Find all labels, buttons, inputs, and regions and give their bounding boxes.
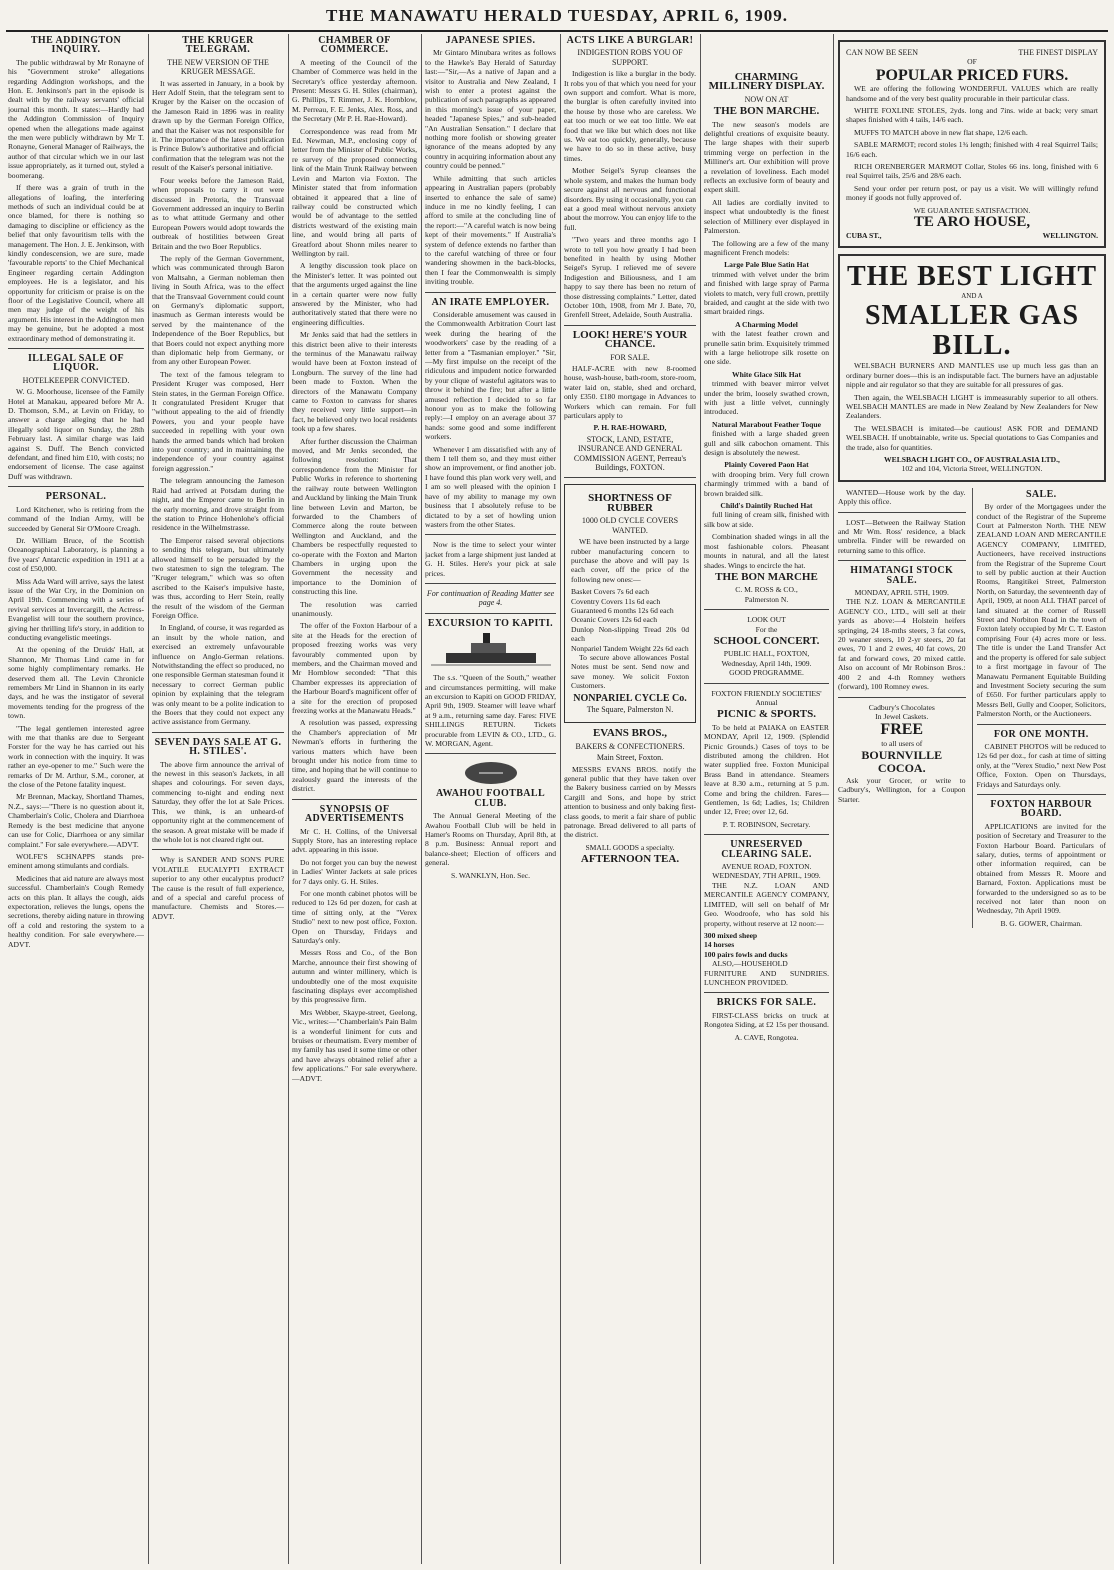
headline: SEVEN DAYS SALE AT G. H. STILES'. [154,736,282,758]
company-name: NONPARIEL CYCLE Co. [573,692,687,704]
stock-item: 100 pairs fowls and ducks [704,949,788,959]
model-title: Plainly Covered Paon Hat [724,460,809,470]
separator [425,753,556,754]
article-paragraph: The offer of the Foxton Harbour of a site at the Heads for the erection of proposed freezing works was very favourably commented upon by members, and the Chairman moved and Mr Hornblow seconded: "That this Chamber expresses its appreciation of the Harbour Board's magnificent offer of a site for the erection of proposed freezing works at the Manawatu Heads." [292,621,417,716]
model-description: full lining of cream silk, finished with silk bow at side. [704,510,829,529]
article-paragraph: Do not forget you can buy the newest in Ladies' Winter Jackets at sale prices for 7 days only. G. H. Stiles. [292,857,417,886]
column-divider [560,34,561,1564]
advertisement-text: APPLICATIONS are invited for the position of Secretary and Treasurer to the Foxton Harbour Board. Particulars of salary, duties, terms of appointment or other information required, can be obtained from Messrs R. Moore and Barnard, Foxton. Applications must be forwarded to the undersigned so as to be received not later than noon on Wednesday, 7th April 1909. [976,821,1106,916]
article-paragraph: Now is the time to select your winter jacket from a large shipment just landed at G. H. Stiles. Here's your pick at sale prices. [425,540,556,578]
ad-line: to all users of [881,738,923,748]
article-paragraph: The telegram announcing the Jameson Raid had arrived at Potsdam during the night, and the Emperor came to Berlin in the early morning, and drove straight from the station to Prince Hohenlohe's official residence in the Wilhelmstrasse. [152,476,284,533]
headline: SCHOOL CONCERT. [713,634,820,647]
event-date: Wednesday, April 14th, 1909. [721,658,812,668]
guarantee: WE GUARANTEE SATISFACTION. [913,205,1031,215]
price-item: Oceanic Covers 12s 6d each [571,615,658,625]
event-note: GOOD PROGRAMME. [729,668,804,678]
advertisement-text: The Annual General Meeting of the Awahou Football Club will be held in Hamer's Rooms on Thursday, April 8th, at 8 p.m. Business: Annual report and balance-sheet; Election of officers and general. [425,811,556,868]
furs-ad [838,40,1106,248]
signature: A. CAVE, Rongotea. [734,1032,799,1042]
column-divider [421,34,422,1564]
ad-headline: THE BEST LIGHT [846,260,1098,292]
headline: BRICKS FOR SALE. [716,997,817,1009]
article-paragraph: The public withdrawal by Mr Ronayne of his "Government stroke" allegations regarding Addington workshops, and the Hon. E. Jenkinson's part in the episode is dealt with by the railway servants' official journal this month. It states:—Hardly had the Addington Commission of Inquiry opened when the allegations made against the men were publicly withdrawn by Mr T. Ronayne, General Manager of Railways, the author of that circular which we in our last issue appropriately, as it turned out, styled a boomerang. [8,57,144,180]
separator [152,732,284,733]
separator [704,609,829,610]
separator [564,477,696,478]
article-paragraph: Mrs Webber, Skaype-street, Geelong, Vic., writes:—"Chamberlain's Pain Balm is a wonderful liniment for cuts and bruises or rheumatism. Every member of my family has used it some time or other and have always obtained relief after a few applications." For sale everywhere.—ADVT. [292,1007,417,1083]
advertisement-text: LOST—Between the Railway Station and Mr Wm. Ross' residence, a black umbrella. Finder will be rewarded on returning same to this office. [838,517,966,555]
column-4 [425,34,556,1564]
classifieds-right [972,488,1106,928]
headline: FOR ONE MONTH. [993,728,1089,740]
sale-date: WEDNESDAY, 7TH APRIL, 1909. [712,871,821,881]
column-2 [152,34,284,1564]
concert-lead: LOOK OUT [747,615,786,625]
advertisement-text: WANTED—House work by the day. Apply this office. [838,487,966,507]
article-paragraph: The text of the famous telegram to President Kruger was composed, Herr Stein states, in the German Foreign Office. It congratulated President Kruger that "without appealing to the aid of friendly Powers, you and your people have succeeded in repelling with your own hands the armed bands which had broken into your country; and in maintaining the independence of your country against foreign aggression." [152,369,284,473]
venue: PUBLIC HALL, FOXTON, [723,649,810,659]
advertisement-text: The new season's models are delightful creations of exquisite beauty. The large shapes with their superb trimming verge on perfection in the Milliner's art. Our exhibition will prove a revelation of loveliness. Each model reflects an exclusive form of beauty and expert skill. [704,119,829,195]
signature: B. G. GOWER, Chairman. [1000,918,1083,928]
article-paragraph: A lengthy discussion took place on the Minister's letter. It was pointed out that the arguments urged against the line in a certain quarter were now fully answered by the Minister, who had authoritatively stated that there were no engineering difficulties. [292,261,417,327]
price-item: Dunlop Non-slipping Tread 20s 0d each [571,624,689,644]
annual-label: Annual [755,697,778,707]
column-3 [292,34,417,1564]
separator [704,834,829,835]
town: Palmerston N. [744,594,789,604]
sale-date: MONDAY, APRIL 5TH, 1909. [854,588,949,598]
subheadline: NOW ON AT [744,94,789,104]
ad-connector: AND A [961,291,983,300]
headline: THE KRUGER TELEGRAM. [182,35,254,56]
column-6 [704,34,829,1564]
headline: UNRESERVED CLEARING SALE. [721,839,812,860]
separator [8,486,144,487]
article-paragraph: Mr Jenks said that had the settlers in this district been alive to their interests the terminus of the Manawatu railway would have been at Foxton instead of Longburn. The survey of the line had been made to Foxton. When the directors of the Manawatu Company came to Foxton to canvass for shares they received very little support—in fact, he believed only two local residents took up a few shares. [292,330,417,434]
subheadline: HOTELKEEPER CONVICTED. [22,375,130,385]
masthead: THE MANAWATU HERALD TUESDAY, APRIL 6, 1909. [326,6,788,25]
advertisement-text: WHITE FOXLINE STOLES, 2yds. long and 7ins. wide at back; very smart shapes finished with 4 tails, 14/6 each. [846,106,1098,125]
model-title: White Glace Silk Hat [732,369,801,379]
advertisement-text: FIRST-CLASS bricks on truck at Rongotea Siding, at £2 15s per thousand. [704,1010,829,1030]
stock-item: 14 horses [704,940,735,950]
separator [425,292,556,293]
article-paragraph: The above firm announce the arrival of the newest in this season's Jackets, in all shapes and colourings. For seven days, commencing to-night and ending next Saturday, they offer the lot at Sale Prices. This, we think, is an unheard-of opportunity right at the commencement of the season. A great mistake will be made if the whole lot is not cleared right out. [152,759,284,844]
top-rule [6,30,1108,32]
headline: LOOK! HERE'S YOUR CHANCE. [572,328,688,351]
company-address: The Square, Palmerston N. [586,705,674,714]
headline: CHARMING MILLINERY DISPLAY. [708,71,825,93]
price-item: Nonpariel Tandem Weight 22s 6d each [571,643,689,653]
price-item: Coventry Covers 11s 6d each [571,596,661,606]
separator [838,560,966,561]
article-paragraph: It was asserted in January, in a book by Herr Adolf Stein, that the telegram sent to Kruger by the Kaiser on the occasion of the Jameson Raid in 1896 was in reality drawn up by the German Foreign Office, and that the Kaiser was not responsible for it. The importance of the latest publication is Prince Bulow's authoritative and official confirmation that the telegram was not the result of the Kaiser's personal initiative. [152,78,284,173]
steamer-icon [431,631,551,671]
headline: PICNIC & SPORTS. [717,708,816,721]
headline: ILLEGAL SALE OF LIQUOR. [27,353,125,374]
signature: P. T. ROBINSON, Secretary. [722,819,811,829]
separator [977,794,1106,795]
article-paragraph: "The legal gentlemen interested agree with me that thanks are due to Sergeant Forster for the way he has carried out his work in connection with the inquiry. It was rather an eye-opener to me." Such were the remarks of Dr M. Arthur, S.M., coroner, at the close of the Petone fatality inquest. [8,723,144,790]
headline: SHORTNESS OF RUBBER [588,492,672,514]
specialty: SMALL GOODS a specialty. [585,842,675,852]
football-icon [451,759,531,787]
separator [564,325,696,326]
separator [704,683,829,684]
advertisement-text: The s.s. "Queen of the South," weather and circumstances permitting, will make an excursion to Kapiti on GOOD FRIDAY, April 9th, 1909. Steamer will leave wharf at 9 a.m., returning same day. Fares: FIVE SHILLINGS RETURN. Tickets procurable from LEVIN & CO., LTD., G. W. MORGAN, Agent. [425,673,556,748]
model-description: trimmed with velvet under the brim and finished with large spray of Parma violets to match, very full crown, prettily braided, and caught at the side with two smart braided rings. [704,269,829,317]
article-paragraph: Messrs Ross and Co., of the Bon Marche, announce their first showing of autumn and winter millinery, which is undoubtedly one of the most exquisite fascinating displays ever accomplished by this progressive firm. [292,948,417,1005]
article-paragraph: If there was a grain of truth in the allegations of loafing, the interfering methods of such an individual could be at once blamed, for there is nothing so damaging to discipline or efficiency as the belief that only favouritism tells with the management. The Hon. J. E. Jenkinson, with kindly condescension, we are sure, made 'favourable reports' to the Chief Mechanical Engineer regarding certain Addington employees. He is a legislator, and his opportunity for criticism or praise is on the floor of the Legislative Council, where all men may judge of the weight of his argument. His interest in the Addington men may be genuine, but he adopted a most extraordinary method of demonstrating it. [8,183,144,343]
column-7 [838,34,1106,1564]
article-paragraph: A resolution was passed, expressing the Chamber's appreciation of Mr Newman's efforts in furthering the various matters which have been brought under his notice from time to time, and hoping that he will continue to zealously guard the interests of the district. [292,718,417,794]
advertisement-text: RICH ORENBERGER MARMOT Collar, Stoles 66 ins. long, finished with 6 real Squirrel tails, 25/6 and 28/6 each. [846,162,1098,181]
store-name: THE BON MARCHE. [713,105,820,118]
column-divider [288,34,289,1564]
organiser: FOXTON FRIENDLY SOCIETIES' [711,688,822,698]
advertisement-text: CABINET PHOTOS will be reduced to 12s 6d per doz., for cash at time of sitting only, at the "Verex Studio," next New Post Office, Foxton. Open on Thursdays, Fridays and Saturdays only. [976,741,1106,789]
separator [838,697,966,698]
article-paragraph: WOLFE'S SCHNAPPS stands pre-eminent among stimulants and cordials. [8,851,144,871]
column-1 [8,34,144,1564]
article-paragraph: The resolution was carried unanimously. [292,599,417,618]
ad-headline: COCOA. [877,760,926,775]
model-description: trimmed with beaver mirror velvet under the brim, loosely swathed crown, with just a little velvet, cunningly introduced. [704,379,829,417]
advertisement-text: WE have been instructed by a large rubber manufacturing concern to purchase the above and will pay 1s each cover, off the price of the following new ones:— [571,537,689,584]
concert-lead: For the [755,624,778,634]
article-paragraph: Four weeks before the Jameson Raid, when proposals to carry it out were discussed in Pretoria, the Transvaal Government addressed an inquiry to Berlin as to what attitude Germany and other European Powers would adopt towards the outbreak of hostilities between Great Britain and the two Boer Republics. [152,175,284,251]
city: WELLINGTON. [1042,230,1098,240]
street: CUBA ST., [846,230,882,240]
advertisement-text: HALF-ACRE with new 8-roomed house, wash-house, bath-room, store-room, water laid on, stable, shed and orchard, only £350. £180 mortgage in Advances to Workers which can remain. For full particulars apply to [564,364,696,421]
address: Main Street, Foxton. [596,753,664,763]
ad-tagline: THE FINEST DISPLAY [1018,48,1098,57]
separator [838,512,966,513]
article-paragraph: Medicines that aid nature are always most successful. Chamberlain's Cough Remedy acts on this plan. It allays the cough, aids expectoration, relieves the lungs, opens the secretions, thereby aiding nature in throwing off a cold and restoring the system to a healthy condition. For sale everywhere.—ADVT. [8,873,144,949]
sale-location: AVENUE ROAD, FOXTON. [721,862,812,872]
model-description: with the latest feather crown and prunelle satin brim. Exquisitely trimmed with a large heliotrope silk rosette on one side. [704,329,829,367]
model-title: Natural Marabout Feather Toque [712,419,821,429]
advertisement-text: All ladies are cordially invited to inspect what undoubtedly is the finest selection of Millinery ever displayed in Palmerston. [704,197,829,236]
article-paragraph: At the opening of the Druids' Hall, at Shannon, Mr Thomas Lind came in for some highly complimentary remarks. He deserved them all. The Levin Chronicle remembers Mr Lind in Shannon in its early days, and he was the instigator of several movements tending for the progress of the town. [8,645,144,721]
ad-headline: BOURNVILLE [861,748,943,763]
separator [292,799,417,800]
signature: S. WANKLYN, Hon. Sec. [450,870,531,880]
advertisement-text: MESSRS EVANS BROS. notify the general public that they have taken over the Bakery business carried on by Messrs Cargill and Sons, and hope by strict attention to business and only baking first-class goods, to merit a fair share of public patronage. Bread delivered to all parts of the district. [564,764,696,840]
proprietor: C. M. ROSS & CO., [735,585,798,595]
subheadline: 1000 OLD CYCLE COVERS WANTED. [581,516,679,535]
headline: HIMATANGI STOCK SALE. [850,565,954,586]
headline: JAPANESE SPIES. [445,35,536,46]
advertisement-text: By order of the Mortgagees under the conduct of the Registrar of the Supreme Court at Palmerston North. THE NEW ZEALAND LOAN AND MERCANTILE AGENCY COMPANY, LIMITED, Auctioneers, have received instructions from the Registrar of the Supreme Court to sell by public auction at their Auction Rooms, Rangitikei Street, Palmerston North, on Saturday, the seventeenth day of April, 1909, at noon ALL THAT parcel of land situated at the corner of Russell Street and Norbiton Road in the town of Foxton lately occupied by Mr C. T. Easton comprising Four (4) acres more or less. The title is under the Land Transfer Act and the property is offered for sale subject to a first mortgage in favour of The Manawatu Permanent Equitable Building and Investment Society securing the sum of £650. For further particulars apply to Messrs Bell, Gully and Cooper, Solicitors, Palmerston North, or the Auctioneers. [976,502,1106,719]
subheadline: BAKERS & CONFECTIONERS. [575,741,685,751]
separator [425,534,556,535]
price-list [571,587,689,653]
advertisement-text: THE N.Z. LOAN & MERCANTILE AGENCY CO., LTD., will sell at their yards as above:—4 Holstein heifers springing, 24 18-mths steers, 3 fat cows, 20 weaner steers, 10 2-yr steers, 20 fat ewes, 70 1 and 2 ewes, 40 fat cows, 20 fat and forward cows, 20 mixed cattle. Also on account of Mr Robinson Bros.: 400 2 and 4-th Romney wethers (forward), 100 Romney ewes. [838,597,966,692]
ad-tagline: CAN NOW BE SEEN [846,48,919,57]
headline: EVANS BROS., [592,727,668,740]
agent-details: STOCK, LAND, ESTATE, INSURANCE AND GENERAL COMMISSION AGENT, Perreau's Buildings, FOXTON. [573,434,687,473]
article-paragraph: Whenever I am dissatisfied with any of them I tell them so, and they must either show an improvement, or find another job. I have found this plan work very well, and I am so well pleased with the opinion I have of my ability to manage my own business that I absolutely refuse to be dictated to by a set of howling union wasters from the other States. [425,444,556,529]
stock-item: 300 mixed sheep [704,930,758,940]
advertisement-text: The WELSBACH is imitated—be cautious! ASK FOR and DEMAND WELSBACH. If unobtainable, write us. Special quotations to Gas Companies and the trade, also for quantities. [846,423,1098,452]
advertisement-text: To be held at PAIAKA on EASTER MONDAY, April 12, 1909. (Splendid Picnic Grounds.) Cases of toys to be distributed among the children. Hot water supplied free. Foxton Municipal Brass Band in attendance. Steamers leave at 8.30 a.m., returning at 5 p.m. Come and bring the children. Fares—Gentlemen, 1s 6d; Ladies, 1s; Children under 12, Free; over 12, 6d. [704,722,829,817]
ad-headline: FREE [880,721,924,739]
separator [704,992,829,993]
article-paragraph: Miss Ada Ward will arrive, says the latest issue of the War Cry, in the Dominion on April 19th. Commencing with a series of revival services at Invercargill, the Actress-Evangelist will tour the southern province, giving her thrilling life's story, in addition to conducting evangelistic meetings. [8,576,144,642]
advertisement-text: ALSO,—HOUSEHOLD FURNITURE AND SUNDRIES. LUNCHEON PROVIDED. [704,959,829,987]
price-item: Basket Covers 7s 6d each [571,587,650,597]
article-paragraph: Mr Brennan, Mackay, Shortland Thames, N.Z., says:—"There is no question about it, Chamberlain's Colic, Cholera and Diarrhoea Remedy is the best medicine that anyone can use for Colic, Diarrhoea or any similar complaint." For sale everywhere.—ADVT. [8,792,144,849]
headline: FOXTON HARBOUR BOARD. [990,798,1093,820]
separator [425,613,556,614]
advertisement-text: WE are offering the following WONDERFUL VALUES which are really handsome and of the very best quality procurable in their particular class. [846,84,1098,103]
advertisement-text: MUFFS TO MATCH above in new flat shape, 12/6 each. [854,127,1028,137]
article-paragraph: The Emperor raised several objections to sending this telegram, but ultimately allowed himself to be persuaded by the two statesmen to sign the telegram. The "Kruger telegram," which was so often ascribed to the Kaiser's impulsive haste, was thus, according to Herr Stein, really the result of the wisdom of the German Foreign Office. [152,535,284,620]
headline: PERSONAL. [45,491,107,503]
article-paragraph: Mr Gintaro Minubara writes as follows to the Hawke's Bay Herald of Saturday last:—"Sir,—As a native of Japan and a visitor to Australia and New Zealand, I wish to enter a protest against the publication of such paragraphs as appeared in this morning's issue of your paper, headed "Japanese Spies," and sub-headed "An Australian Sensation." I declare that nothing more foolish or showing greater ignorance of the means adopted by any country in acquiring information about any country could be penned." [425,48,556,171]
company-address: 102 and 104, Victoria Street, WELLINGTON. [901,464,1043,474]
rubber-ad-box [564,484,696,723]
article-paragraph: Mother Seigel's Syrup cleanses the whole system, and makes the human body secure against all nervous and functional disorders. By using it occasionally, you can eat a good meal without nervous anxiety about the morrow. You can enjoy life to the full. [564,166,696,232]
headline: AN IRATE EMPLOYER. [431,296,550,308]
model-description: with drooping brim. Very full crown charmingly trimmed with a band of brown braided silk. [704,469,829,498]
advertisement-text: THE N.Z. LOAN AND MERCANTILE AGENCY COMPANY, LIMITED, will sell on behalf of Mr Geo. Woodroofe, who has sold his property, without reserve at 12 noon:— [704,880,829,928]
advertisement-text: To secure above allowances Postal Notes must be sent. Send now and save money. We solicit Foxton Customers. [571,652,689,691]
advertisement-text: Then again, the WELSBACH LIGHT is immeasurably superior to all others. WELSBACH MANTLES are made in New Zealand by New Zealanders for New Zealanders. [846,392,1098,421]
model-title: Large Pale Blue Satin Hat [724,260,809,270]
headline: SYNOPSIS OF ADVERTISEMENTS [304,803,405,825]
ad-headline: POPULAR PRICED FURS. [875,66,1069,84]
article-paragraph: Dr. William Bruce, of the Scottish Oceanographical Laboratory, is planning a five years' Antarctic expedition in 1911 at a cost of £50,000. [8,535,144,574]
article-paragraph: Lord Kitchener, who is retiring from the command of the Indian Army, will be succeeded by General Sir O'Moore Creagh. [8,504,144,533]
advertisement-text: WELSBACH BURNERS AND MANTLES use up much less gas than an ordinary burner does—this is an indisputable fact. The burners have an adjustable nipple and air regulator so that they are suitable for all pressures of gas. [846,361,1098,390]
ad-connector: OF [967,57,977,67]
headline: SALE. [1025,488,1057,500]
advertisement-text: Combination shaded wings in all the most fashionable colors. Pheasant mounts in natural, and all the latest shades. Wings to encircle the hat. [704,532,829,570]
headline: THE ADDINGTON INQUIRY. [30,35,122,56]
store-name: THE BON MARCHE [715,570,818,583]
separator [977,724,1106,725]
classifieds-left [838,488,966,928]
model-description: finished with a large shaded green gull and silk cabochon ornament. This design is absolutely the newest. [704,429,829,458]
headline: ACTS LIKE A BURGLAR! [566,35,694,46]
column-5 [564,34,696,1564]
store-name: TE ARO HOUSE, [913,214,1031,231]
article-paragraph: Correspondence was read from Mr Ed. Newman, M.P., enclosing copy of letter from the Minister of Public Works, re survey of the proposed connecting link of the Main Trunk Railway between Levin and Marton via Foxton. The Minister stated that from information obtained it appeared that a line of railway could be constructed which would be of advantage to the settled districts westward of the existing main line, and would bring all parts of Greatford about Shonn miles nearer to Wellington by rail. [292,126,417,258]
article-paragraph: In England, of course, it was regarded as an insult by the whole nation, and exercised an extremely unfavourable influence on Anglo-German relations. Notwithstanding the effect so produced, no one responsible German statesman found it necessary to correct German public opinion by explaining that the telegram was only meant to be a polite indication to the Boers that they could not expect any active assistance from Germany. [152,623,284,727]
article-paragraph: The reply of the German Government, which was communicated through Baron von Maltsahn, a German nobleman then living in South Africa, was to the effect that the Transvaal Government could count on Germany's diplomatic support, inasmuch as German interests would be served by the maintenance of the Independence of the Boer Republics, but that Boers could not expect anything more than diplomatic help from Germany, or from any other European Power. [152,253,284,367]
article-paragraph: "Two years and three months ago I wrote to tell you how greatly I had been benefited in health by using Mother Seigel's Syrup. I relieved me of severe Indigestion and Biliousness, and I am happy to say there has been no return of those distressing complaints." Letter, dated October 10th, 1908, from Mr J. Bate, 70, Grenfell Street, Adelaide, South Australia. [564,235,696,320]
article-paragraph: After further discussion the Chairman moved, and Mr Jenks seconded, the following resolution: That correspondence from the Minister for Public Works in reference to shortening the railway route between Wellington and Auckland by linking the Main Trunk line between Levin and Marton, be forwarded to the Chambers of Commerce along the route between Wellington and Auckland, and the Chambers be respectfully requested to co-operate with the Foxton and Marton Chambers in urging upon the Government the necessity and importance to the Dominion of constructing this line. [292,436,417,597]
headline: AWAHOU FOOTBALL CLUB. [435,788,546,809]
advertisement-text: Ask your Grocer, or write to Cadbury's, Wellington, for a Coupon Starter. [838,775,966,804]
column-divider [833,34,834,1564]
model-title: A Charming Model [735,319,798,329]
headline: CHAMBER OF COMMERCE. [318,35,391,56]
article-paragraph: Mr C. H. Collins, of the Universal Supply Store, has an interesting replace advt. appearing in this issue. [292,826,417,855]
article-paragraph: While admitting that such articles appearing in Australian papers (probably inserted to enhance the sale of same) induce in me no kindly feeling, I can afford to smile at the concluding line of the report:—"A careful watch is now being kept of their movements." If Australia's system of defence extends no farther than to the careful watching of three or four wandering showmen in the back-blocks, then I fear the Commonwealth is simply inviting trouble. [425,173,556,287]
advertisement-text: The following are a few of the many magnificent French models: [704,238,829,257]
agent-name: P. H. RAE-HOWARD, [593,423,667,433]
column-divider [148,34,149,1564]
ad-line: Cadbury's Chocolates [868,702,935,712]
separator [425,583,556,584]
article-paragraph: Indigestion is like a burglar in the body. It robs you of that which you need for your own support and comfort. What is more, the burglar is often carefully invited into the house by those who are careless. We eat too much or we eat too little. We eat food that we like but which does not like us. We eat too quickly, generally, because we have to do so in these active, busy times. [564,69,696,163]
advertisement-text: SABLE MARMOT; record stoles 1¾ length; finished with 4 real Squirrel Tails; 16/6 each. [846,140,1098,159]
article-paragraph: Why is SANDER AND SON'S PURE VOLATILE EUCALYPTI EXTRACT superior to any other eucalyptus product? The cause is the result of full experience, and of a special and careful process of manufacture. Chemists and Stores.—ADVT. [152,855,284,921]
article-paragraph: W. G. Moorhouse, licensee of the Family Hotel at Manakau, appeared before Mr A. D. Thomson, S.M., at Levin on Friday, to answer a charge alleging that he had illegally sold liquor on Sunday, the 28th February last. A similar charge was laid against S. Duff. The Bench convicted defendant, and fined him £10, with costs; no endorsement of license. The case against Duff was withdrawn. [8,387,144,481]
company-name: WELSBACH LIGHT CO., OF AUSTRALASIA LTD., [884,454,1060,464]
subheadline: THE NEW VERSION OF THE KRUGER MESSAGE. [167,57,269,77]
subheadline: INDIGESTION ROBS YOU OF SUPPORT. [577,48,683,67]
separator [152,849,284,850]
price-item: Guaranteed 6 months 12s 6d each [571,605,674,615]
advertisement-text: Send your order per return post, or pay us a visit. We will willingly refund money if goods not fully approved of. [846,183,1098,203]
ad-line: In Jewel Caskets. [875,711,929,721]
headline: AFTERNOON TEA. [580,853,680,866]
article-paragraph: For one month cabinet photos will be reduced to 12s 6d per dozen, for cash at time of sitting only, at the "Verex Studio" next to new post office, Foxton. Open on Thursday, Fridays and Saturday's only. [292,888,417,945]
separator [8,348,144,349]
model-title: Child's Daintily Ruched Hat [720,501,813,511]
ad-headline: SMALLER GAS BILL. [864,300,1080,362]
column-divider [700,34,701,1564]
gas-ad [838,254,1106,482]
article-paragraph: Considerable amusement was caused in the Commonwealth Arbitration Court last week during the hearing of the woodworkers' case by the reading of a letter from a "Tasmanian employer." "Sir,—My first impulse on the receipt of the ridiculous and impudent notice forwarded by your clique of wasteful agitators was to throw it behind the fire; but after a little amused reflection I decided to so far honour you as to make the following reply:—I employ on an average about 37 hands: some good and some indifferent workers. [425,309,556,442]
subheadline: FOR SALE. [610,352,650,362]
continuation-note: For continuation of Reading Matter see page 4. [426,588,555,608]
headline: EXCURSION TO KAPITI. [427,617,554,629]
article-paragraph: A meeting of the Council of the Chamber of Commerce was held in the Secretary's office yesterday afternoon. Present: Messrs G. H. Stiles (chairman), G. Phillips, T. Rimmer, J. K. Hornblow, M. Perreau, F. E. Jenks, Alex. Ross, and the Secretary (Mr P. H. Rae-Howard). [292,57,417,124]
